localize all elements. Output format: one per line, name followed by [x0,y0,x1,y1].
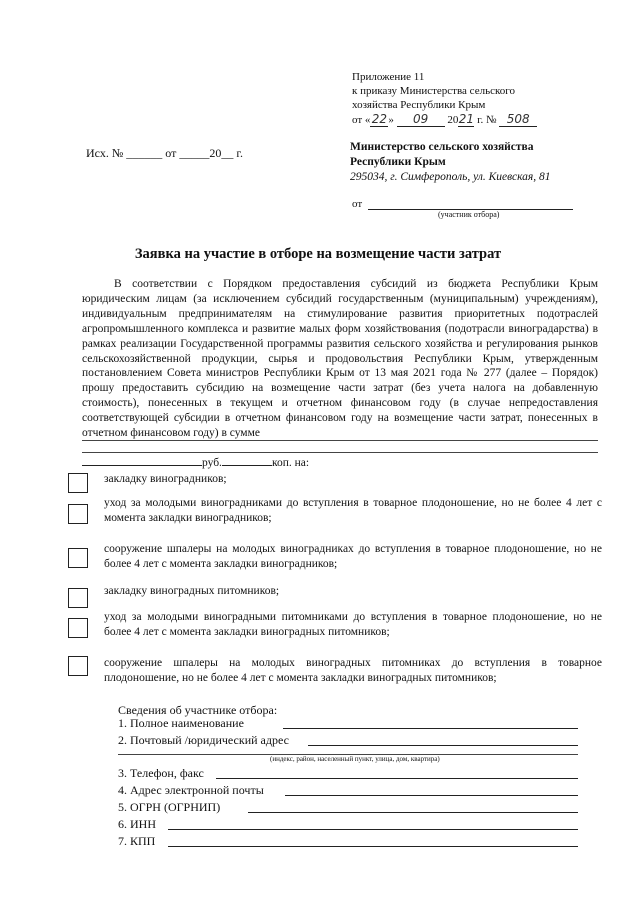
document-title: Заявка на участие в отборе на возмещение части затрат [134,246,502,262]
ministry-address: 295034, г. Симферополь, ул. Киевская, 81 [350,171,551,183]
body-text: В соответствии с Порядком предоставления субсидий из бюджета Республики Крым юридическим лицам (за исключением субсидий государственным (муниципальным) учреждениям), индивидуальным предпринимателям на стимулирование развития приоритетных подотраслей агропромышленного комплекса и развитие малых форм хозяйствования (подотрасли виноградарства) в рамках реализации Государственной программы развития сельского хозяйства и регулирования рынков сельскохозяйственной продукции, сырья и продовольствия Республики Крым, утвержденным постановлением Совета министров Республики Крым от 13 мая 2021 года № 277 (далее – Порядок) прошу предоставить субсидию на возмещение части затрат (без учета налога на добавленную стоимость), понесенных в текущем и отчетном финансовом году (в случае непредоставления соответствующей субсидии в отчетном финансовом году на возмещение части затрат, понесенных в отчетном финансовом году) в сумме [82,278,598,440]
field-full-name [118,716,578,732]
checkbox-5[interactable] [68,618,88,638]
option-2-text: уход за молодыми виноградниками до вступления в товарное плодоношение, но не более 4 лет с момента закладки виноградников; [104,497,602,524]
field-ogrn [118,800,578,816]
date-mid: » [388,114,394,126]
option-6-text: сооружение шпалеры на молодых виноградных питомниках до вступления в товарное плодоношение, но не более 4 лет с момента закладки виноградных питомников; [104,657,602,684]
ministry-name-1: Министерство сельского хозяйства [350,141,534,153]
field-email [118,783,578,799]
date-year-prefix: 20 [447,114,459,126]
field-inn-line[interactable] [168,829,578,830]
field-phone-label: 3. Телефон, факс [118,766,204,780]
field-ogrn-line[interactable] [248,812,578,813]
field-email-line[interactable] [285,795,578,796]
field-kpp-label: 7. КПП [118,834,156,848]
date-month: 09 [397,112,445,127]
field-phone [118,766,578,782]
field-inn [118,817,578,833]
option-4-text: закладку виноградных питомников; [104,585,280,597]
field-address-line[interactable] [308,745,578,746]
field-kpp [118,834,578,850]
option-6 [62,656,602,688]
option-5-text: уход за молодыми виноградными питомниками до вступления в товарное плодоношение, но не более 4 лет с момента закладки виноградных питомников; [104,611,602,638]
appendix-date [352,112,537,127]
field-kpp-line[interactable] [168,846,578,847]
option-3-text: сооружение шпалеры на молодых виноградниках до вступления в товарное плодоношение, но не более 4 лет с момента закладки виноградников; [104,543,602,570]
option-5 [62,610,602,642]
date-day: 22 [371,112,388,126]
date-year-suffix: 21 [458,112,475,126]
address-note: (индекс, район, населенный пункт, улица, дом, квартира) [270,755,440,763]
sum-line-1[interactable] [82,440,598,441]
checkbox-1[interactable] [68,473,88,493]
date-prefix: от « [352,114,371,126]
participant-info-title: Сведения об участнике отбора: [118,703,278,717]
kop-field[interactable] [222,465,272,466]
option-4 [62,584,602,606]
option-1-text: закладку виноградников; [104,473,227,485]
sum-line-2[interactable] [82,452,598,453]
ministry-name-2: Республики Крым [350,156,446,168]
option-3 [62,542,602,574]
sum-row [82,457,309,469]
from-field-line[interactable] [368,199,573,210]
field-email-label: 4. Адрес электронной почты [118,783,264,797]
option-1 [62,472,602,492]
field-address-label: 2. Почтовый /юридический адрес [118,733,289,747]
field-phone-line[interactable] [216,778,578,779]
rub-label: руб. [202,457,222,469]
from-label: от [352,198,363,210]
field-address [118,733,578,749]
kop-label: коп. на: [271,457,310,469]
number-label: г. № [477,114,497,126]
from-line [352,198,573,210]
field-full-name-line[interactable] [283,728,578,729]
field-ogrn-label: 5. ОГРН (ОГРНИП) [118,800,221,814]
from-note: (участник отбора) [438,210,500,219]
checkbox-3[interactable] [68,548,88,568]
addressee-block [350,140,551,185]
appendix-line-3: хозяйства Республики Крым [352,99,486,111]
appendix-line-1: Приложение 11 [352,71,425,83]
body-paragraph [82,277,598,441]
outgoing-number: Исх. № ______ от _____20__ г. [86,146,243,160]
field-full-name-label: 1. Полное наименование [118,716,244,730]
checkbox-2[interactable] [68,504,88,524]
appendix-number: 508 [499,112,537,127]
appendix-block [352,70,537,127]
checkbox-4[interactable] [68,588,88,608]
checkbox-6[interactable] [68,656,88,676]
option-2 [62,496,602,528]
field-inn-label: 6. ИНН [118,817,156,831]
rub-field[interactable] [82,465,202,466]
appendix-line-2: к приказу Министерства сельского [352,85,515,97]
